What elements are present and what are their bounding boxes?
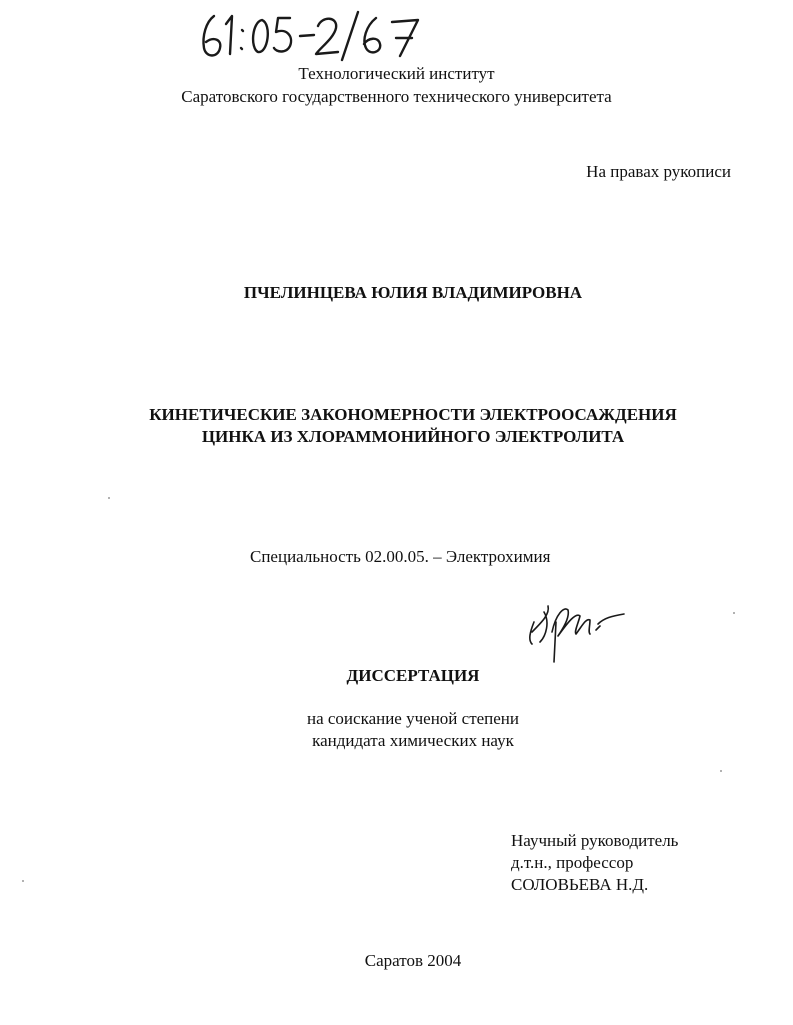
rights-note: На правах рукописи	[586, 162, 731, 181]
supervisor-title: д.т.н., профессор	[511, 853, 634, 872]
institute-line-2: Саратовского государственного технического университета	[181, 87, 612, 106]
scan-speck	[22, 880, 24, 882]
author-signature	[520, 592, 640, 672]
title-line-1: КИНЕТИЧЕСКИЕ ЗАКОНОМЕРНОСТИ ЭЛЕКТРООСАЖДЕНИЯ	[149, 405, 677, 424]
institute-name	[0, 62, 793, 108]
supervisor-role: Научный руководитель	[511, 831, 679, 850]
supervisor-name: СОЛОВЬЕВА Н.Д.	[511, 875, 649, 894]
specialty-line: Специальность 02.00.05. – Электрохимия	[250, 547, 551, 566]
scan-speck	[720, 770, 722, 772]
degree-description	[0, 708, 793, 752]
title-line-2: ЦИНКА ИЗ ХЛОРАММОНИЙНОГО ЭЛЕКТРОЛИТА	[201, 427, 625, 446]
handwritten-archive-code	[196, 8, 436, 64]
city-year: Саратов 2004	[364, 951, 462, 970]
scan-speck	[733, 612, 735, 614]
author-name: ПЧЕЛИНЦЕВА ЮЛИЯ ВЛАДИМИРОВНА	[243, 283, 583, 302]
document-type: ДИССЕРТАЦИЯ	[346, 666, 480, 685]
supervisor-block	[511, 830, 678, 896]
institute-line-1: Технологический институт	[298, 64, 495, 83]
scan-speck	[108, 497, 110, 499]
degree-line-2: кандидата химических наук	[312, 731, 514, 750]
dissertation-title	[0, 404, 793, 448]
degree-line-1: на соискание ученой степени	[306, 709, 520, 728]
